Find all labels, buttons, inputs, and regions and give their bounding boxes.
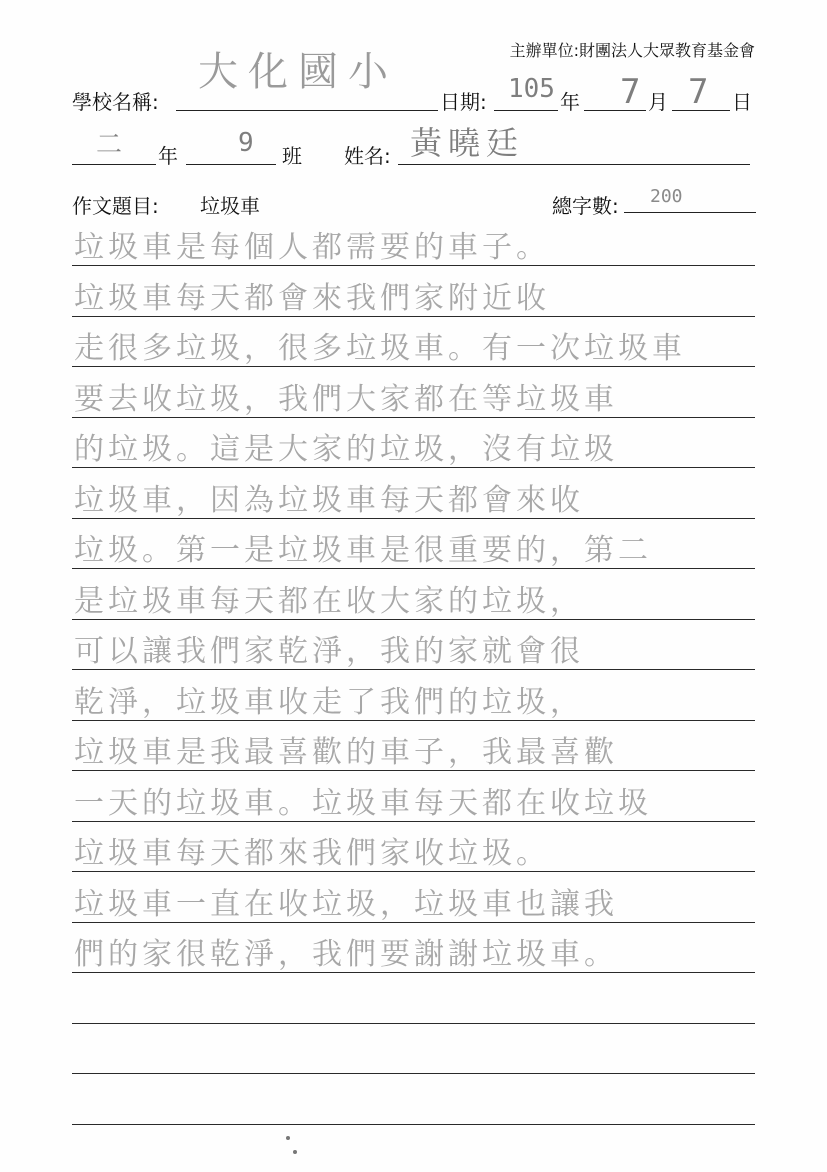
essay-line-text: 垃圾車每天都會來我們家附近收 bbox=[74, 280, 550, 316]
name-label: 姓名: bbox=[344, 144, 391, 168]
essay-line bbox=[72, 368, 755, 418]
year-label: 年 bbox=[560, 90, 580, 114]
grade-handwritten: 二 bbox=[96, 130, 123, 160]
wordcount-label: 總字數: bbox=[552, 194, 619, 218]
essay-line-text: 要去收垃圾，我們大家都在等垃圾車 bbox=[74, 381, 618, 417]
essay-line-rule bbox=[72, 1124, 755, 1125]
school-name-label: 學校名稱: bbox=[72, 90, 159, 114]
class-handwritten: 9 bbox=[238, 128, 254, 158]
essay-line-text: 垃圾車一直在收垃圾，垃圾車也讓我 bbox=[74, 886, 618, 922]
school-name-handwritten: 大化國小 bbox=[198, 49, 398, 95]
stray-mark bbox=[286, 1136, 290, 1140]
grade-underline bbox=[72, 164, 156, 165]
essay-line bbox=[72, 822, 755, 872]
date-day-handwritten: 7 bbox=[688, 72, 709, 112]
essay-line bbox=[72, 772, 755, 822]
school-name-underline bbox=[176, 110, 438, 111]
essay-line bbox=[72, 721, 755, 771]
essay-line bbox=[72, 671, 755, 721]
essay-line-text: 的垃圾。這是大家的垃圾，沒有垃圾 bbox=[74, 432, 618, 467]
essay-line bbox=[72, 267, 755, 317]
name-handwritten: 黃曉廷 bbox=[410, 124, 525, 162]
essay-line bbox=[72, 1075, 755, 1125]
essay-line bbox=[72, 923, 755, 973]
essay-line-text: 垃圾。第一是垃圾車是很重要的，第二 bbox=[74, 533, 652, 568]
essay-line bbox=[72, 317, 755, 367]
wordcount-handwritten: 200 bbox=[650, 186, 683, 207]
name-underline bbox=[398, 164, 750, 165]
month-label: 月 bbox=[648, 90, 668, 114]
essay-line bbox=[72, 469, 755, 519]
essay-line-text: 垃圾車是我最喜歡的車子，我最喜歡 bbox=[74, 735, 618, 770]
essay-line-text: 垃圾車，因為垃圾車每天都會來收 bbox=[74, 482, 584, 518]
essay-line-text: 垃圾車是每個人都需要的車子。 bbox=[74, 230, 550, 265]
essay-line bbox=[72, 620, 755, 670]
essay-line-text: 乾淨，垃圾車收走了我們的垃圾， bbox=[74, 684, 584, 720]
stray-mark bbox=[293, 1150, 297, 1154]
date-year-underline bbox=[494, 110, 558, 111]
essay-line-text: 走很多垃圾，很多垃圾車。有一次垃圾車 bbox=[74, 331, 686, 366]
wordcount-underline bbox=[624, 212, 756, 213]
essay-line-text: 垃圾車每天都來我們家收垃圾。 bbox=[74, 836, 550, 871]
essay-line-text: 是垃圾車每天都在收大家的垃圾， bbox=[74, 583, 584, 619]
essay-line-text: 一天的垃圾車。垃圾車每天都在收垃圾 bbox=[74, 785, 652, 821]
grade-label: 年 bbox=[158, 144, 178, 168]
essay-line bbox=[72, 570, 755, 620]
class-underline bbox=[186, 164, 276, 165]
essay-line bbox=[72, 519, 755, 569]
essay-line bbox=[72, 216, 755, 266]
day-label: 日 bbox=[732, 90, 752, 114]
essay-line bbox=[72, 1024, 755, 1074]
essay-line-text: 們的家很乾淨，我們要謝謝垃圾車。 bbox=[74, 937, 618, 972]
essay-line-text: 可以讓我們家乾淨，我的家就會很 bbox=[74, 634, 584, 669]
essay-line bbox=[72, 418, 755, 468]
sponsor-text: 主辦單位:財團法人大眾教育基金會 bbox=[509, 41, 755, 60]
essay-line bbox=[72, 974, 755, 1024]
date-month-handwritten: 7 bbox=[620, 72, 641, 112]
topic-value: 垃圾車 bbox=[200, 194, 260, 218]
date-label: 日期: bbox=[440, 90, 487, 114]
topic-label: 作文題目: bbox=[72, 194, 159, 218]
date-year-handwritten: 105 bbox=[508, 74, 555, 104]
essay-line bbox=[72, 873, 755, 923]
class-label: 班 bbox=[282, 144, 302, 168]
